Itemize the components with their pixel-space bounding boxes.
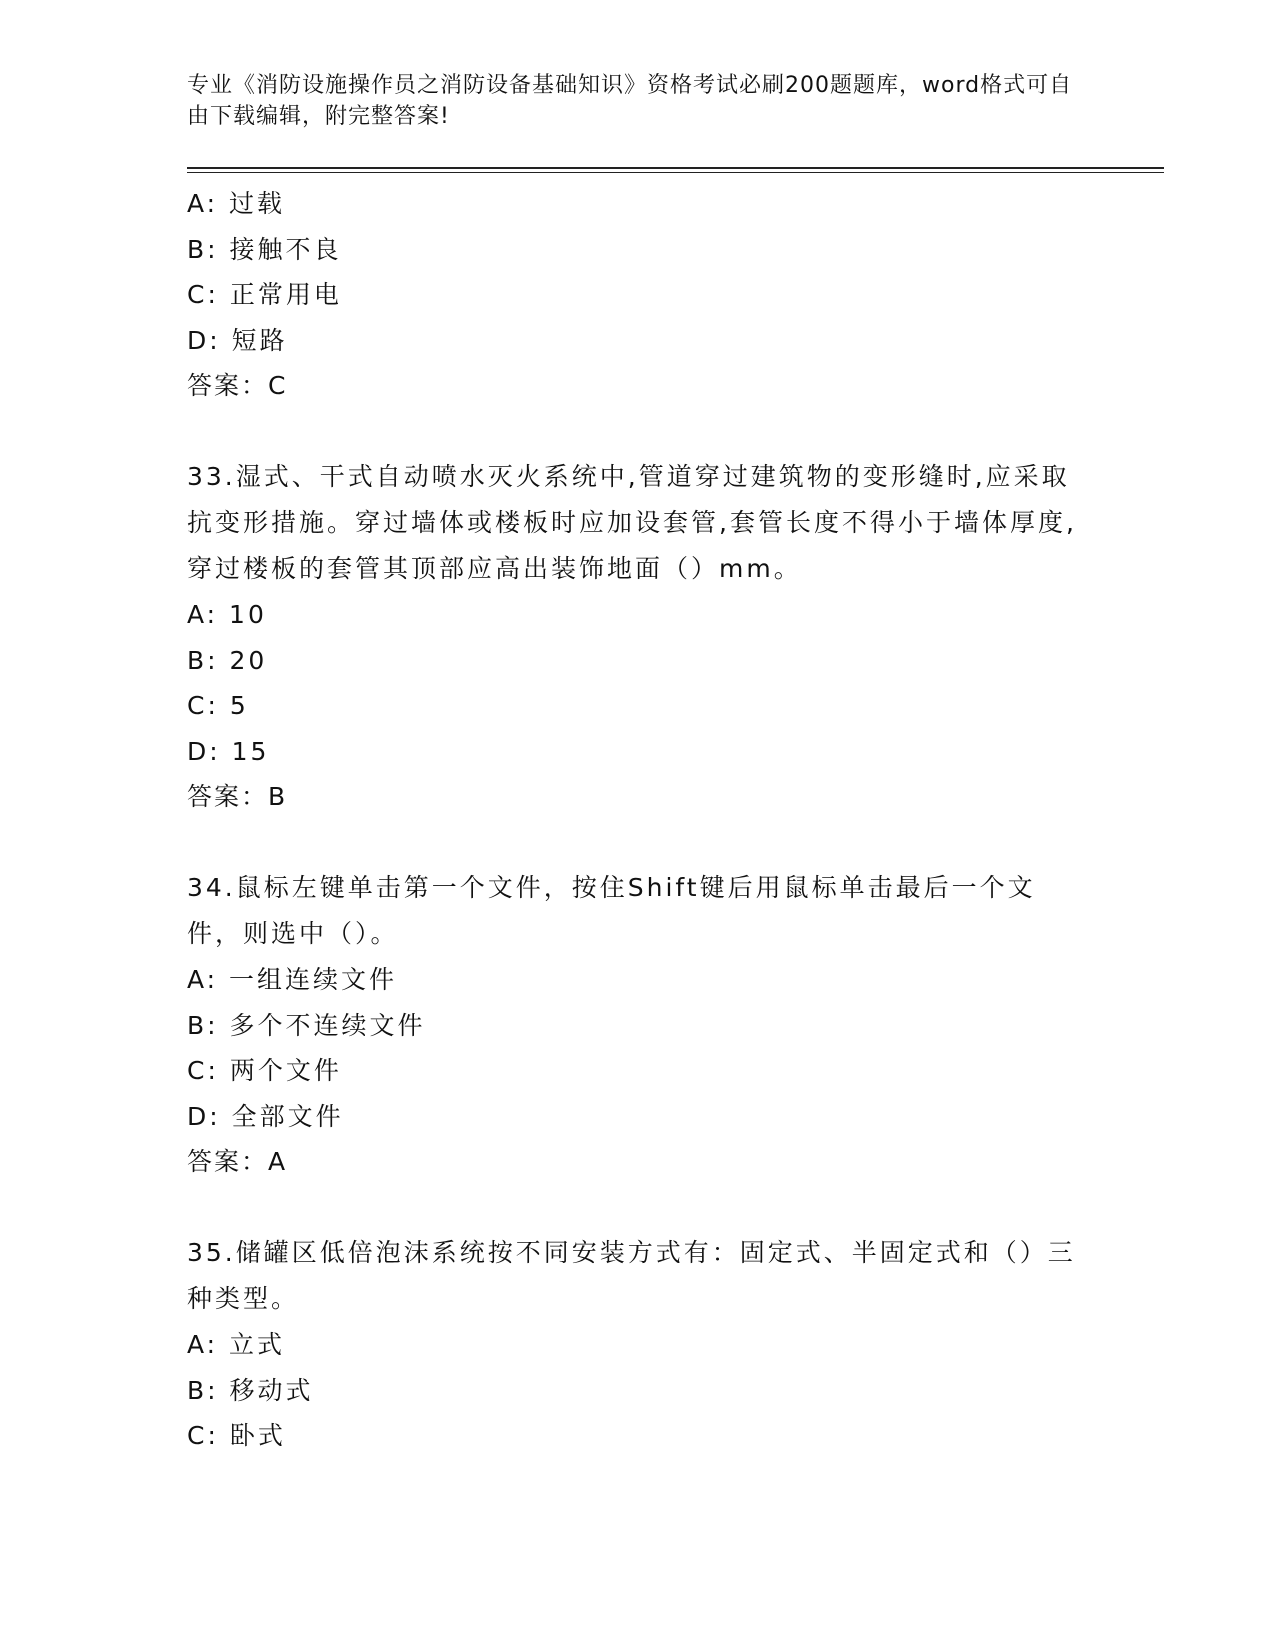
option-a: A: 一组连续文件 [187,965,398,994]
document-header: 专业《消防设施操作员之消防设备基础知识》资格考试必刷200题题库，word格式可自由下载编辑，附完整答案! [187,73,1073,129]
question-block [187,454,1087,820]
option-d: D: 15 [187,736,270,766]
option-b: B: 接触不良 [187,234,342,264]
answer-line: 答案：B [187,782,288,811]
option-a: A: 立式 [187,1330,286,1359]
spacer [187,1185,1087,1230]
option-c: C: 5 [187,691,249,720]
option-a: A: 过载 [187,189,286,218]
question-block [187,1230,1087,1459]
question-list [187,181,1087,1459]
option-c: C: 两个文件 [187,1056,342,1085]
option-b: B: 移动式 [187,1375,314,1405]
option-a: A: 10 [187,600,267,629]
spacer [187,409,1087,454]
question-text: 34.鼠标左键单击第一个文件，按住Shift键后用鼠标单击最后一个文件，则选中（）。 [187,873,1036,948]
option-b: B: 20 [187,645,268,675]
question-block [187,865,1087,1185]
option-c: C: 正常用电 [187,280,342,309]
option-c: C: 卧式 [187,1421,286,1450]
question-text: 33.湿式、干式自动喷水灭火系统中,管道穿过建筑物的变形缝时,应采取抗变形措施。穿过墙体或楼板时应加设套管,套管长度不得小于墙体厚度,穿过楼板的套管其顶部应高出装饰地面（）mm。 [187,462,1077,583]
document-page [187,70,1087,1459]
answer-line: 答案：C [187,371,288,400]
header-divider [187,167,1164,173]
answer-line: 答案：A [187,1147,288,1176]
spacer [187,820,1087,865]
option-d: D: 短路 [187,325,288,355]
option-d: D: 全部文件 [187,1101,344,1131]
option-b: B: 多个不连续文件 [187,1010,426,1040]
question-text: 35.储罐区低倍泡沫系统按不同安装方式有：固定式、半固定式和（）三种类型。 [187,1238,1076,1313]
question-block [187,181,1087,409]
